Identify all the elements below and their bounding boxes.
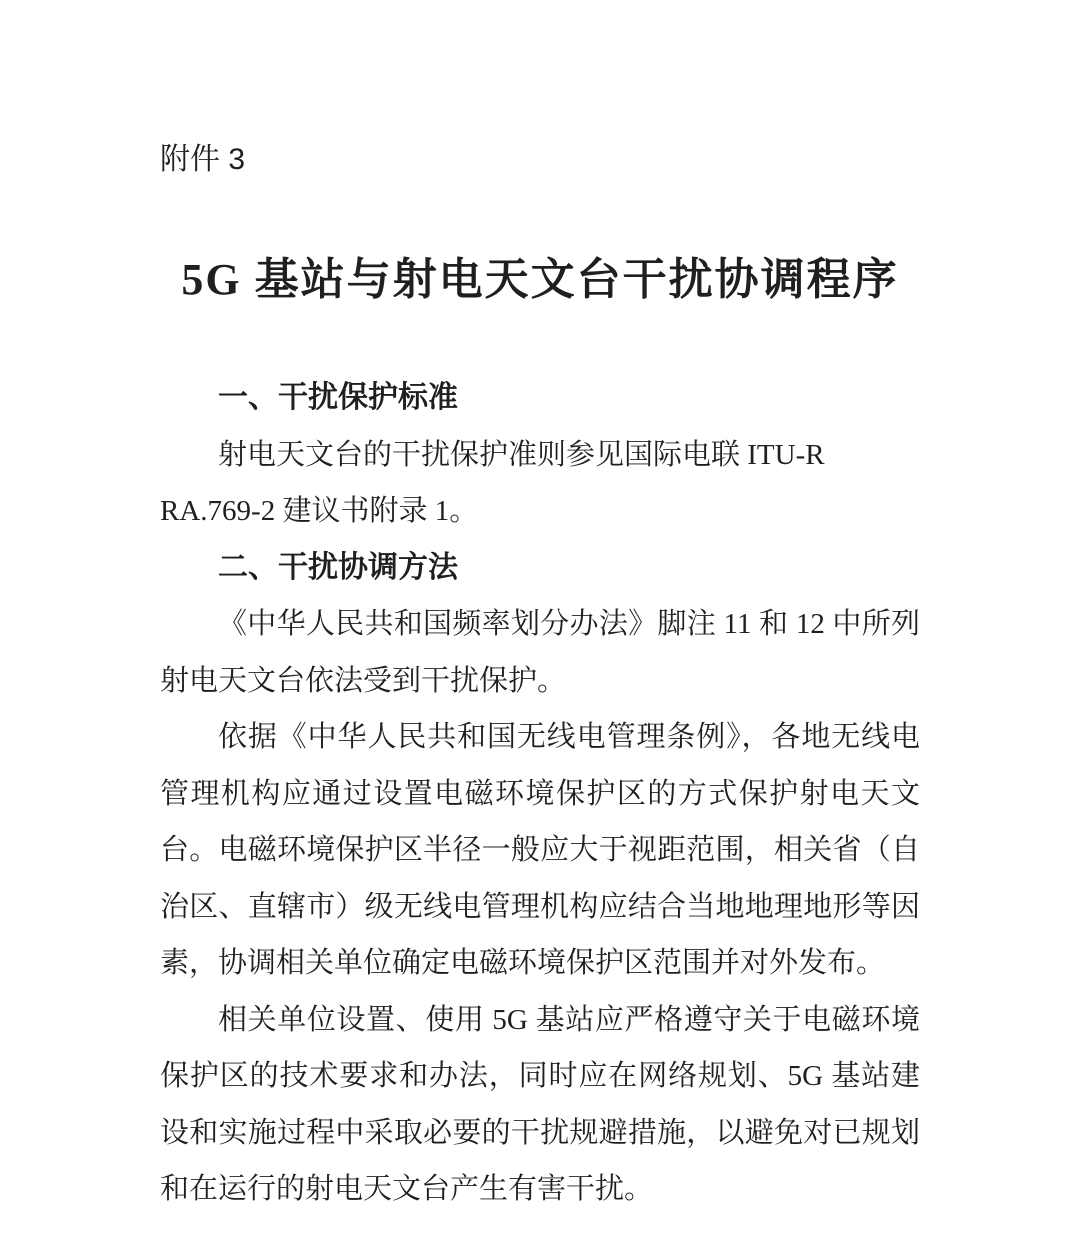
body-line: 保护区的技术要求和办法，同时应在网络规划、5G 基站建 bbox=[160, 1060, 920, 1092]
document-body bbox=[160, 370, 920, 1218]
body-line: 相关单位设置、使用 5G 基站应严格遵守关于电磁环境 bbox=[218, 1003, 920, 1036]
section-heading-1: 一、干扰保护标准 bbox=[218, 381, 458, 414]
body-line: 管理机构应通过设置电磁环境保护区的方式保护射电天文 bbox=[160, 777, 920, 810]
body-line: 《中华人民共和国频率划分办法》脚注 11 和 12 中所列 bbox=[218, 608, 920, 640]
body-line: 治区、直辖市）级无线电管理机构应结合当地地理地形等因 bbox=[160, 890, 920, 923]
body-line: RA.769-2 建议书附录 1。 bbox=[160, 495, 479, 527]
body-line: 素，协调相关单位确定电磁环境保护区范围并对外发布。 bbox=[160, 947, 886, 979]
body-line: 台。电磁环境保护区半径一般应大于视距范围，相关省（自 bbox=[160, 834, 920, 866]
body-line: 设和实施过程中采取必要的干扰规避措施，以避免对已规划 bbox=[160, 1116, 920, 1149]
body-line: 和在运行的射电天文台产生有害干扰。 bbox=[160, 1173, 654, 1205]
body-line: 射电天文台的干扰保护准则参见国际电联 ITU-R bbox=[218, 438, 825, 471]
attachment-label: 附件 3 bbox=[160, 143, 246, 176]
body-line: 依据《中华人民共和国无线电管理条例》，各地无线电 bbox=[218, 721, 920, 753]
section-heading-2: 二、干扰协调方法 bbox=[218, 550, 458, 584]
body-line: 射电天文台依法受到干扰保护。 bbox=[160, 664, 567, 697]
document-title: 5G 基站与射电天文台干扰协调程序 bbox=[181, 255, 899, 304]
